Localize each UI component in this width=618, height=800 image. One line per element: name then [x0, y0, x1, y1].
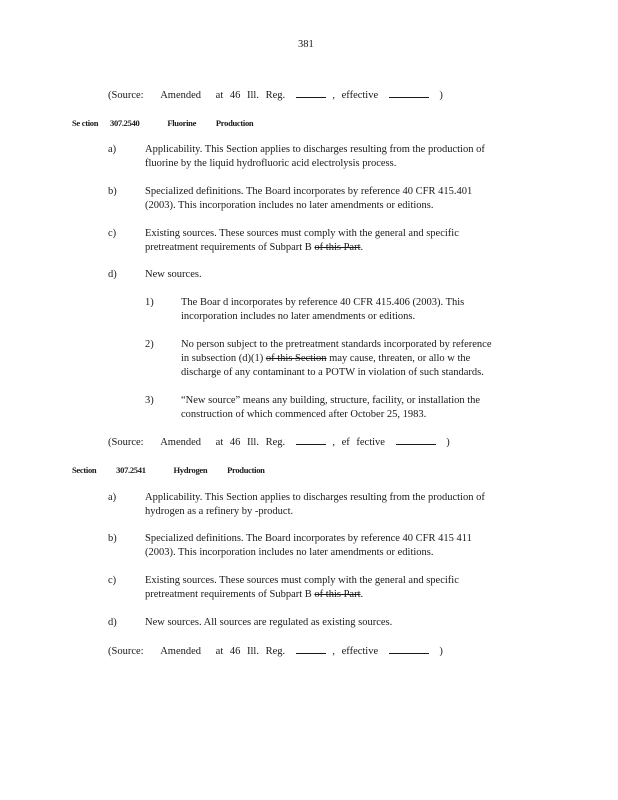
subsection-a-label: a): [108, 144, 117, 155]
reg-blank: [296, 88, 326, 98]
struck-text: of this Part: [314, 242, 361, 253]
source-effective: , effective: [332, 646, 379, 657]
subsection-c-label: c): [108, 575, 117, 586]
subsection-b-line1: Specialized definitions. The Board incorporates by reference 40 CFR 415 411: [145, 533, 472, 544]
source-close: ): [446, 437, 450, 448]
section-title-a: Fluorine: [167, 118, 197, 128]
source-amended: Amended: [160, 437, 202, 448]
struck-text: of this Section: [265, 353, 327, 364]
subsection-d2-label: 2): [145, 339, 154, 350]
subsection-d3-line1: “New source” means any building, structure, facility, or installation the: [181, 395, 481, 406]
source-prefix: (Source:: [108, 646, 144, 657]
section-title-b: Production: [227, 465, 265, 475]
subsection-a-line2: hydrogen as a refinery by -product.: [145, 506, 294, 517]
subsection-c-line1: Existing sources. These sources must comply with the general and specific: [145, 228, 459, 239]
effective-blank: [389, 644, 429, 654]
subsection-b-line2: (2003). This incorporation includes no later amendments or editions.: [145, 547, 434, 558]
subsection-d2-text-end: may cause, threaten, or allo w the: [326, 353, 471, 364]
subsection-d2-line1: No person subject to the pretreatment standards incorporated by reference: [181, 339, 492, 350]
reg-blank: [296, 435, 326, 445]
source-note: [108, 644, 443, 658]
subsection-a-line2: fluorine by the liquid hydrofluoric acid electrolysis process.: [145, 158, 397, 169]
subsection-a-label: a): [108, 492, 117, 503]
section-label: Se ction: [72, 118, 99, 128]
subsection-d-text: New sources.: [145, 269, 202, 280]
source-close: ): [439, 90, 443, 101]
subsection-d2-text: in subsection (d)(1): [181, 353, 264, 364]
source-amended: Amended: [160, 90, 202, 101]
section-title-a: Hydrogen: [173, 465, 208, 475]
source-close: ): [439, 646, 443, 657]
source-note: [108, 88, 443, 102]
subsection-d-text: New sources. All sources are regulated as existing sources.: [145, 617, 393, 628]
subsection-b-label: b): [108, 533, 117, 544]
subsection-d2-line2: [181, 352, 470, 365]
effective-blank: [389, 88, 429, 98]
section-title-b: Production: [215, 118, 254, 128]
subsection-b-line2: (2003). This incorporation includes no later amendments or editions.: [145, 200, 434, 211]
subsection-c-line2: [145, 241, 363, 254]
section-heading: [72, 464, 265, 477]
source-effective: , effective: [332, 90, 379, 101]
source-reg: at 46 Ill. Reg.: [215, 437, 286, 448]
subsection-d1-line2: incorporation includes no later amendments or editions.: [181, 311, 416, 322]
source-prefix: (Source:: [108, 437, 144, 448]
subsection-a-line1: Applicability. This Section applies to discharges resulting from the production of: [145, 492, 485, 503]
subsection-c-line1: Existing sources. These sources must comply with the general and specific: [145, 575, 459, 586]
subsection-c-end: .: [360, 242, 364, 253]
source-prefix: (Source:: [108, 90, 144, 101]
subsection-d-label: d): [108, 617, 117, 628]
subsection-d-label: d): [108, 269, 117, 280]
subsection-c-line2: [145, 588, 363, 601]
effective-blank: [396, 435, 436, 445]
section-number: 307.2541: [116, 465, 146, 475]
source-amended: Amended: [160, 646, 202, 657]
reg-blank: [296, 644, 326, 654]
subsection-d3-line2: construction of which commenced after October 25, 1983.: [181, 409, 427, 420]
subsection-d1-line1: The Boar d incorporates by reference 40 CFR 415.406 (2003). This: [181, 297, 465, 308]
subsection-d3-label: 3): [145, 395, 154, 406]
subsection-c-label: c): [108, 228, 117, 239]
source-effective: , ef fective: [332, 437, 385, 448]
section-label: Section: [72, 465, 97, 475]
subsection-c-text: pretreatment requirements of Subpart B: [145, 589, 312, 600]
subsection-b-line1: Specialized definitions. The Board incorporates by reference 40 CFR 415.401: [145, 186, 473, 197]
struck-text: of this Part: [314, 589, 361, 600]
subsection-d2-line3: discharge of any contaminant to a POTW in violation of such standards.: [181, 367, 484, 378]
subsection-c-end: .: [360, 589, 364, 600]
subsection-d1-label: 1): [145, 297, 154, 308]
section-heading: [72, 117, 253, 130]
subsection-a-line1: Applicability. This Section applies to discharges resulting from the production of: [145, 144, 485, 155]
source-reg: at 46 Ill. Reg.: [215, 646, 286, 657]
subsection-c-text: pretreatment requirements of Subpart B: [145, 242, 312, 253]
section-number: 307.2540: [110, 118, 140, 128]
source-note: [108, 435, 450, 449]
source-reg: at 46 Ill. Reg.: [215, 90, 286, 101]
page-number: 381: [298, 39, 314, 50]
subsection-b-label: b): [108, 186, 117, 197]
